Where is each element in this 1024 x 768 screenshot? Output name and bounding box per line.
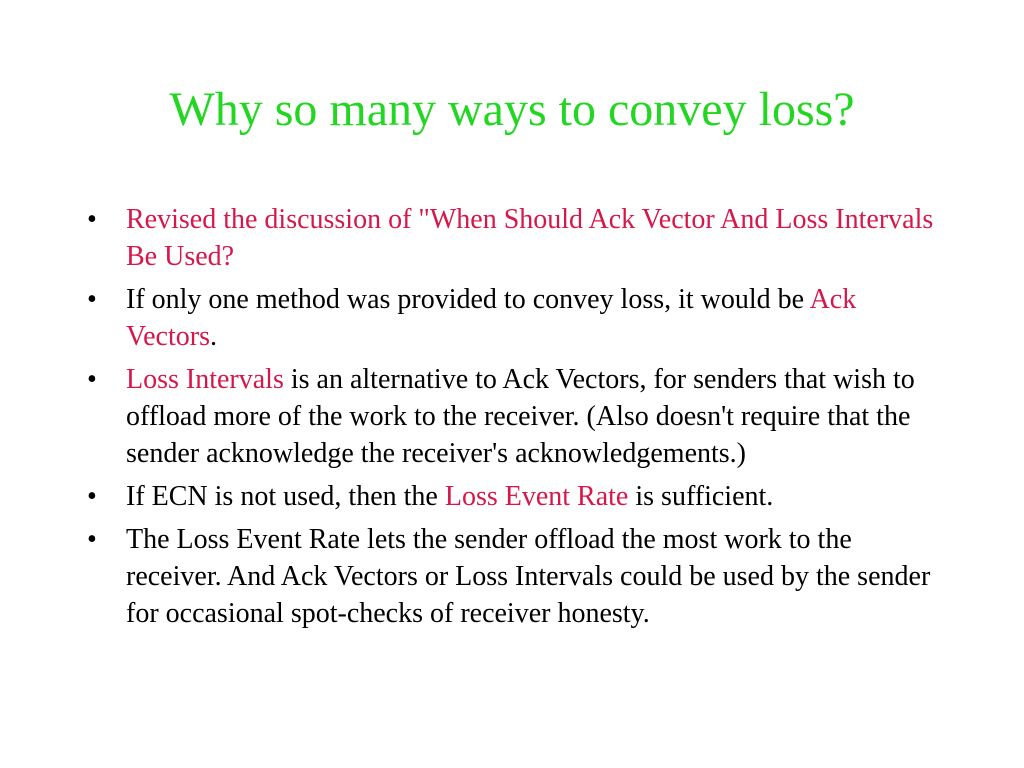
bullet-marker: • [87,364,97,395]
bullet-marker: • [87,284,97,315]
bullet-marker: • [87,204,97,235]
bullet-item [87,478,947,515]
bullet-item [87,521,947,632]
bullet-text-part: . [209,321,217,352]
bullet-list [87,201,947,638]
slide-title: Why so many ways to convey loss? [169,83,855,136]
bullet-marker: • [87,481,97,512]
bullet-item [87,361,947,472]
bullet-text-highlight: Loss Event Rate [444,481,629,512]
bullet-text-part: If only one method was provided to convey loss, it would be [126,284,810,315]
bullet-text-highlight: Ack Vectors [126,284,857,352]
bullet-text-part: If ECN is not used, then the [126,481,445,512]
bullet-text-highlight: Loss Intervals [126,364,284,395]
bullet-marker: • [87,524,97,555]
bullet-text-part: is sufficient. [628,481,774,512]
bullet-item [87,281,947,355]
bullet-text-part: The Loss Event Rate lets the sender offload the most work to the receiver. And Ack Vectors or Loss Intervals could be used by the sender for occasional spot-checks of receiver honesty. [126,524,931,629]
bullet-text-part: Revised the discussion of "When Should Ack Vector And Loss Intervals Be Used? [126,204,934,272]
bullet-text-part: is an alternative to Ack Vectors, for senders that wish to offload more of the work to the receiver. (Also doesn't require that the sender acknowledge the receiver's acknowledgements.) [126,364,915,469]
bullet-item [87,201,947,275]
